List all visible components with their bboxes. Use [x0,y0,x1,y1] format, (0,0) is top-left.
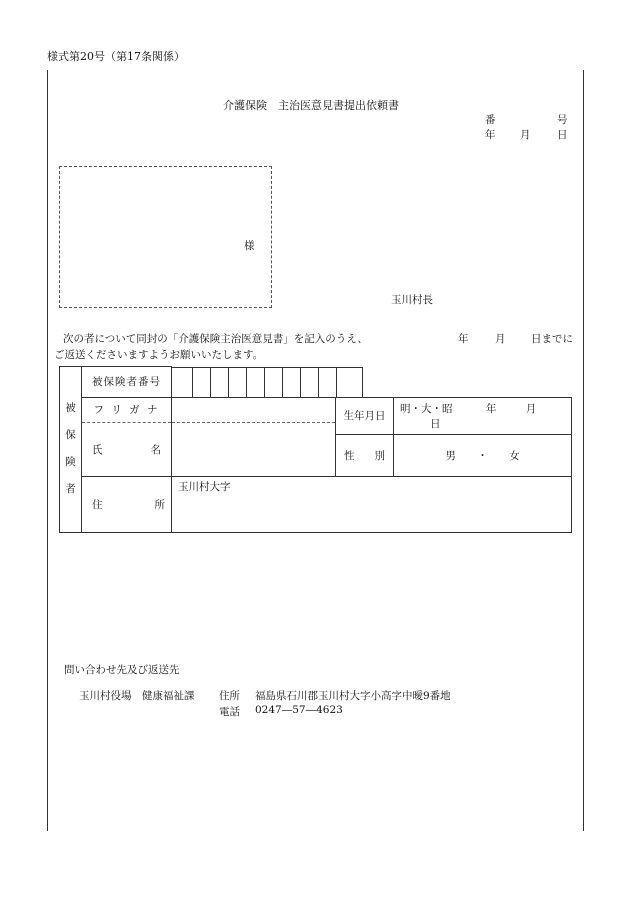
date-year-label: 年 [485,129,496,141]
side-char-2: 保 [65,429,76,442]
birth-day-label: 日 [430,417,441,430]
digit-box[interactable] [318,368,336,398]
digit-box[interactable] [228,368,246,398]
request-day: 日までに [531,333,573,345]
side-char-1: 被 [65,402,76,415]
contact-phone: 0247―57―4623 [255,704,343,716]
digit-box[interactable] [172,368,192,398]
address-value: 玉川村大字 [178,480,231,493]
digit-box[interactable] [264,368,282,398]
sex-separator: ・ [477,449,488,462]
sex-label-1: 性 [344,449,355,462]
sex-field[interactable] [394,434,572,476]
name-label-1: 氏 [92,443,103,456]
contact-office: 玉川村役場 健康福祉課 [79,690,195,702]
name-label-2: 名 [150,443,161,456]
addressee-suffix: 様 [244,240,255,252]
digit-box[interactable] [282,368,300,398]
insured-number-row [172,367,572,398]
request-month: 月 [495,333,506,345]
address-field[interactable] [172,476,572,532]
sex-male[interactable]: 男 [445,449,456,462]
request-year: 年 [458,333,469,345]
right-border [583,70,584,831]
birth-eras: 明・大・昭 [400,402,453,415]
birth-label: 生年月日 [336,397,394,434]
furigana-field[interactable] [172,397,336,422]
insured-side-label [60,367,82,533]
address-label-2: 所 [154,498,165,511]
request-text-2: ご返送くださいますようお願いいたします。 [54,349,264,361]
birth-year-label: 年 [485,402,497,415]
insured-person-table [59,366,572,533]
sex-label-2: 別 [374,449,385,462]
name-field[interactable] [172,422,336,476]
number-label-ban: 番 [485,114,496,126]
name-label [82,422,172,476]
side-char-4: 者 [65,483,76,496]
address-label [82,476,172,532]
number-label-go: 号 [557,114,568,126]
form-number: 様式第20号（第17条関係） [47,50,185,63]
sex-female[interactable]: 女 [509,449,520,462]
digit-box[interactable] [300,368,318,398]
birth-month-label: 月 [525,402,537,415]
digit-box[interactable] [192,368,210,398]
side-char-3: 険 [65,456,76,469]
furigana-label: フ リ ガ ナ [82,397,172,422]
contact-address: 福島県石川郡玉川村大字小高字中曖9番地 [255,690,451,702]
contact-address-label: 住所 [219,690,240,702]
issuer: 玉川村長 [391,294,433,306]
sex-label [336,434,394,476]
digit-box[interactable] [336,368,354,398]
date-day-label: 日 [557,129,568,141]
insured-number-label: 被保険者番号 [82,367,172,398]
left-border [47,70,48,831]
birth-field[interactable] [394,397,572,434]
digit-box[interactable] [246,368,264,398]
date-month-label: 月 [520,129,531,141]
contact-heading: 問い合わせ先及び返送先 [64,664,180,676]
addressee-box[interactable] [59,166,272,308]
document-title: 介護保険 主治医意見書提出依頼書 [223,99,399,112]
address-label-1: 住 [92,498,103,511]
digit-box[interactable] [210,368,228,398]
request-text-1: 次の者について同封の「介護保険主治医意見書」を記入のうえ、 [63,333,368,345]
contact-phone-label: 電話 [219,706,240,718]
insured-number-digits[interactable] [172,367,363,397]
